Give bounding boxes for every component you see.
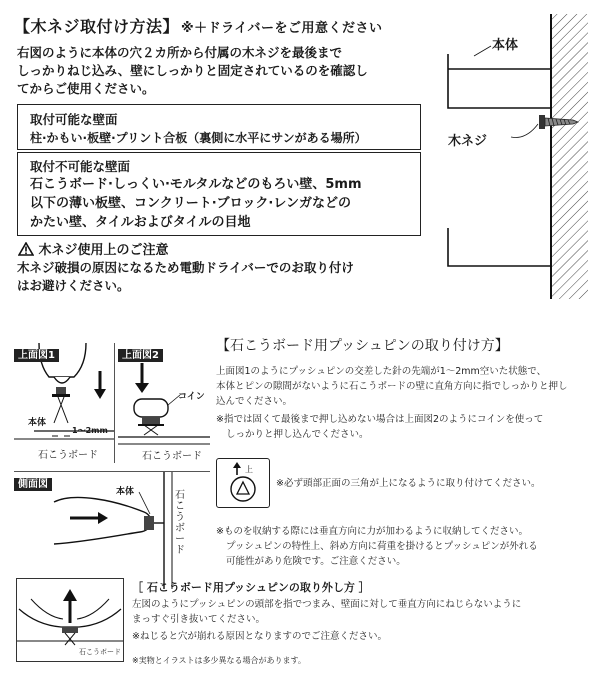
figure-top-view-2 [118,343,210,463]
removal-note: ※ねじると穴が崩れる原因となりますのでご注意ください。 [132,631,387,642]
screw-diagram [438,14,588,299]
ng-wall-text: 石こうボード·しっくい·モルタルなどのもろい壁、5mm 以下の薄い板壁、コンクリート·ブロック·レンガなどの かたい壁、タイルおよびタイルの目地 [30,177,362,230]
pushpin-note1: ※指では固くて最後まで押し込めない場合は上面図2のようにコインを使って しっかりと押し込んでください。 [216,414,544,440]
pin-head-orientation [216,458,270,508]
ng-wall-heading: 取付不可能な壁面 [30,159,131,174]
warning-icon [18,242,34,256]
removal-text: 左図のようにプッシュピンの頭部を指でつまみ、壁面に対して垂直方向にねじらないように まっすぐ引き抜いてください。 [132,599,522,625]
ok-wall-heading: 取付可能な壁面 [30,112,118,127]
fig2-board-label: 石こうボード [142,451,202,462]
fig1-gap-label: 1～2mm [72,426,108,435]
fig2-coin-label: コイン [178,392,205,402]
orientation-note: ※必ず頭部正面の三角が上になるように取り付けてください。 [276,478,541,489]
fig2-tag: 上面図2 [118,349,163,362]
figure-top-view-1 [14,343,115,463]
fig1-body-label: 本体 [28,418,47,428]
screw-intro: 右図のように本体の穴２カ所から付属の木ネジを最後まで しっかりねじ込み、壁にしっかりと固定されているのを確認し てからご使用ください。 [17,45,368,96]
pushpin-figures [14,343,210,588]
caution-heading: 木ネジ使用上のご注意 [18,239,169,258]
fig3-board-label: 石こうボード [175,490,185,556]
pushpin-section-title: 【石こうボード用プッシュピンの取り付け方】 [216,338,509,354]
fig3-tag: 側面図 [14,478,52,491]
diagram-screw-label: 木ネジ [448,134,488,149]
disclaimer: ※実物とイラストは多少異なる場合があります。 [132,656,306,665]
screw-section-title: 【木ネジ取付け方法】 ※＋ドライバーをご用意ください [14,17,383,36]
pushpin-intro: 上面図1のようにプッシュピンの交差した針の先端が1～2mm空いた状態で、 本体とピンの隙間がないように石こうボードの壁に直角方向に指でしっかりと押し 込んでください。 [216,366,568,407]
ok-wall-box [17,104,421,150]
removal-figure [16,578,124,662]
fig1-tag: 上面図1 [14,349,59,362]
caution-text: 木ネジ破損の原因になるため電動ドライバーでのお取り付け はお避けください。 [17,260,354,293]
removal-fig-board-label: 石こうボード [79,648,121,656]
diagram-body-label: 本体 [492,38,519,53]
removal-title: ［ 石こうボード用プッシュピンの取り外し方 ］ [132,581,370,594]
ok-wall-text: 柱·かもい·板壁·プリント合板（裏側に水平にサンがある場所） [30,131,367,145]
fig1-board-label: 石こうボード [38,450,98,461]
ng-wall-box [17,152,421,236]
figure-side-view [14,471,210,589]
fig3-body-label: 本体 [116,487,135,497]
pushpin-note2: ※ものを収納する際には垂直方向に力が加わるように収納してください。 プッシュピンの特性上、斜め方向に荷重を掛けるとプッシュピンが外れる 可能性があり危険です。ご注意ください。 [216,526,538,567]
up-label: 上 [245,465,253,474]
